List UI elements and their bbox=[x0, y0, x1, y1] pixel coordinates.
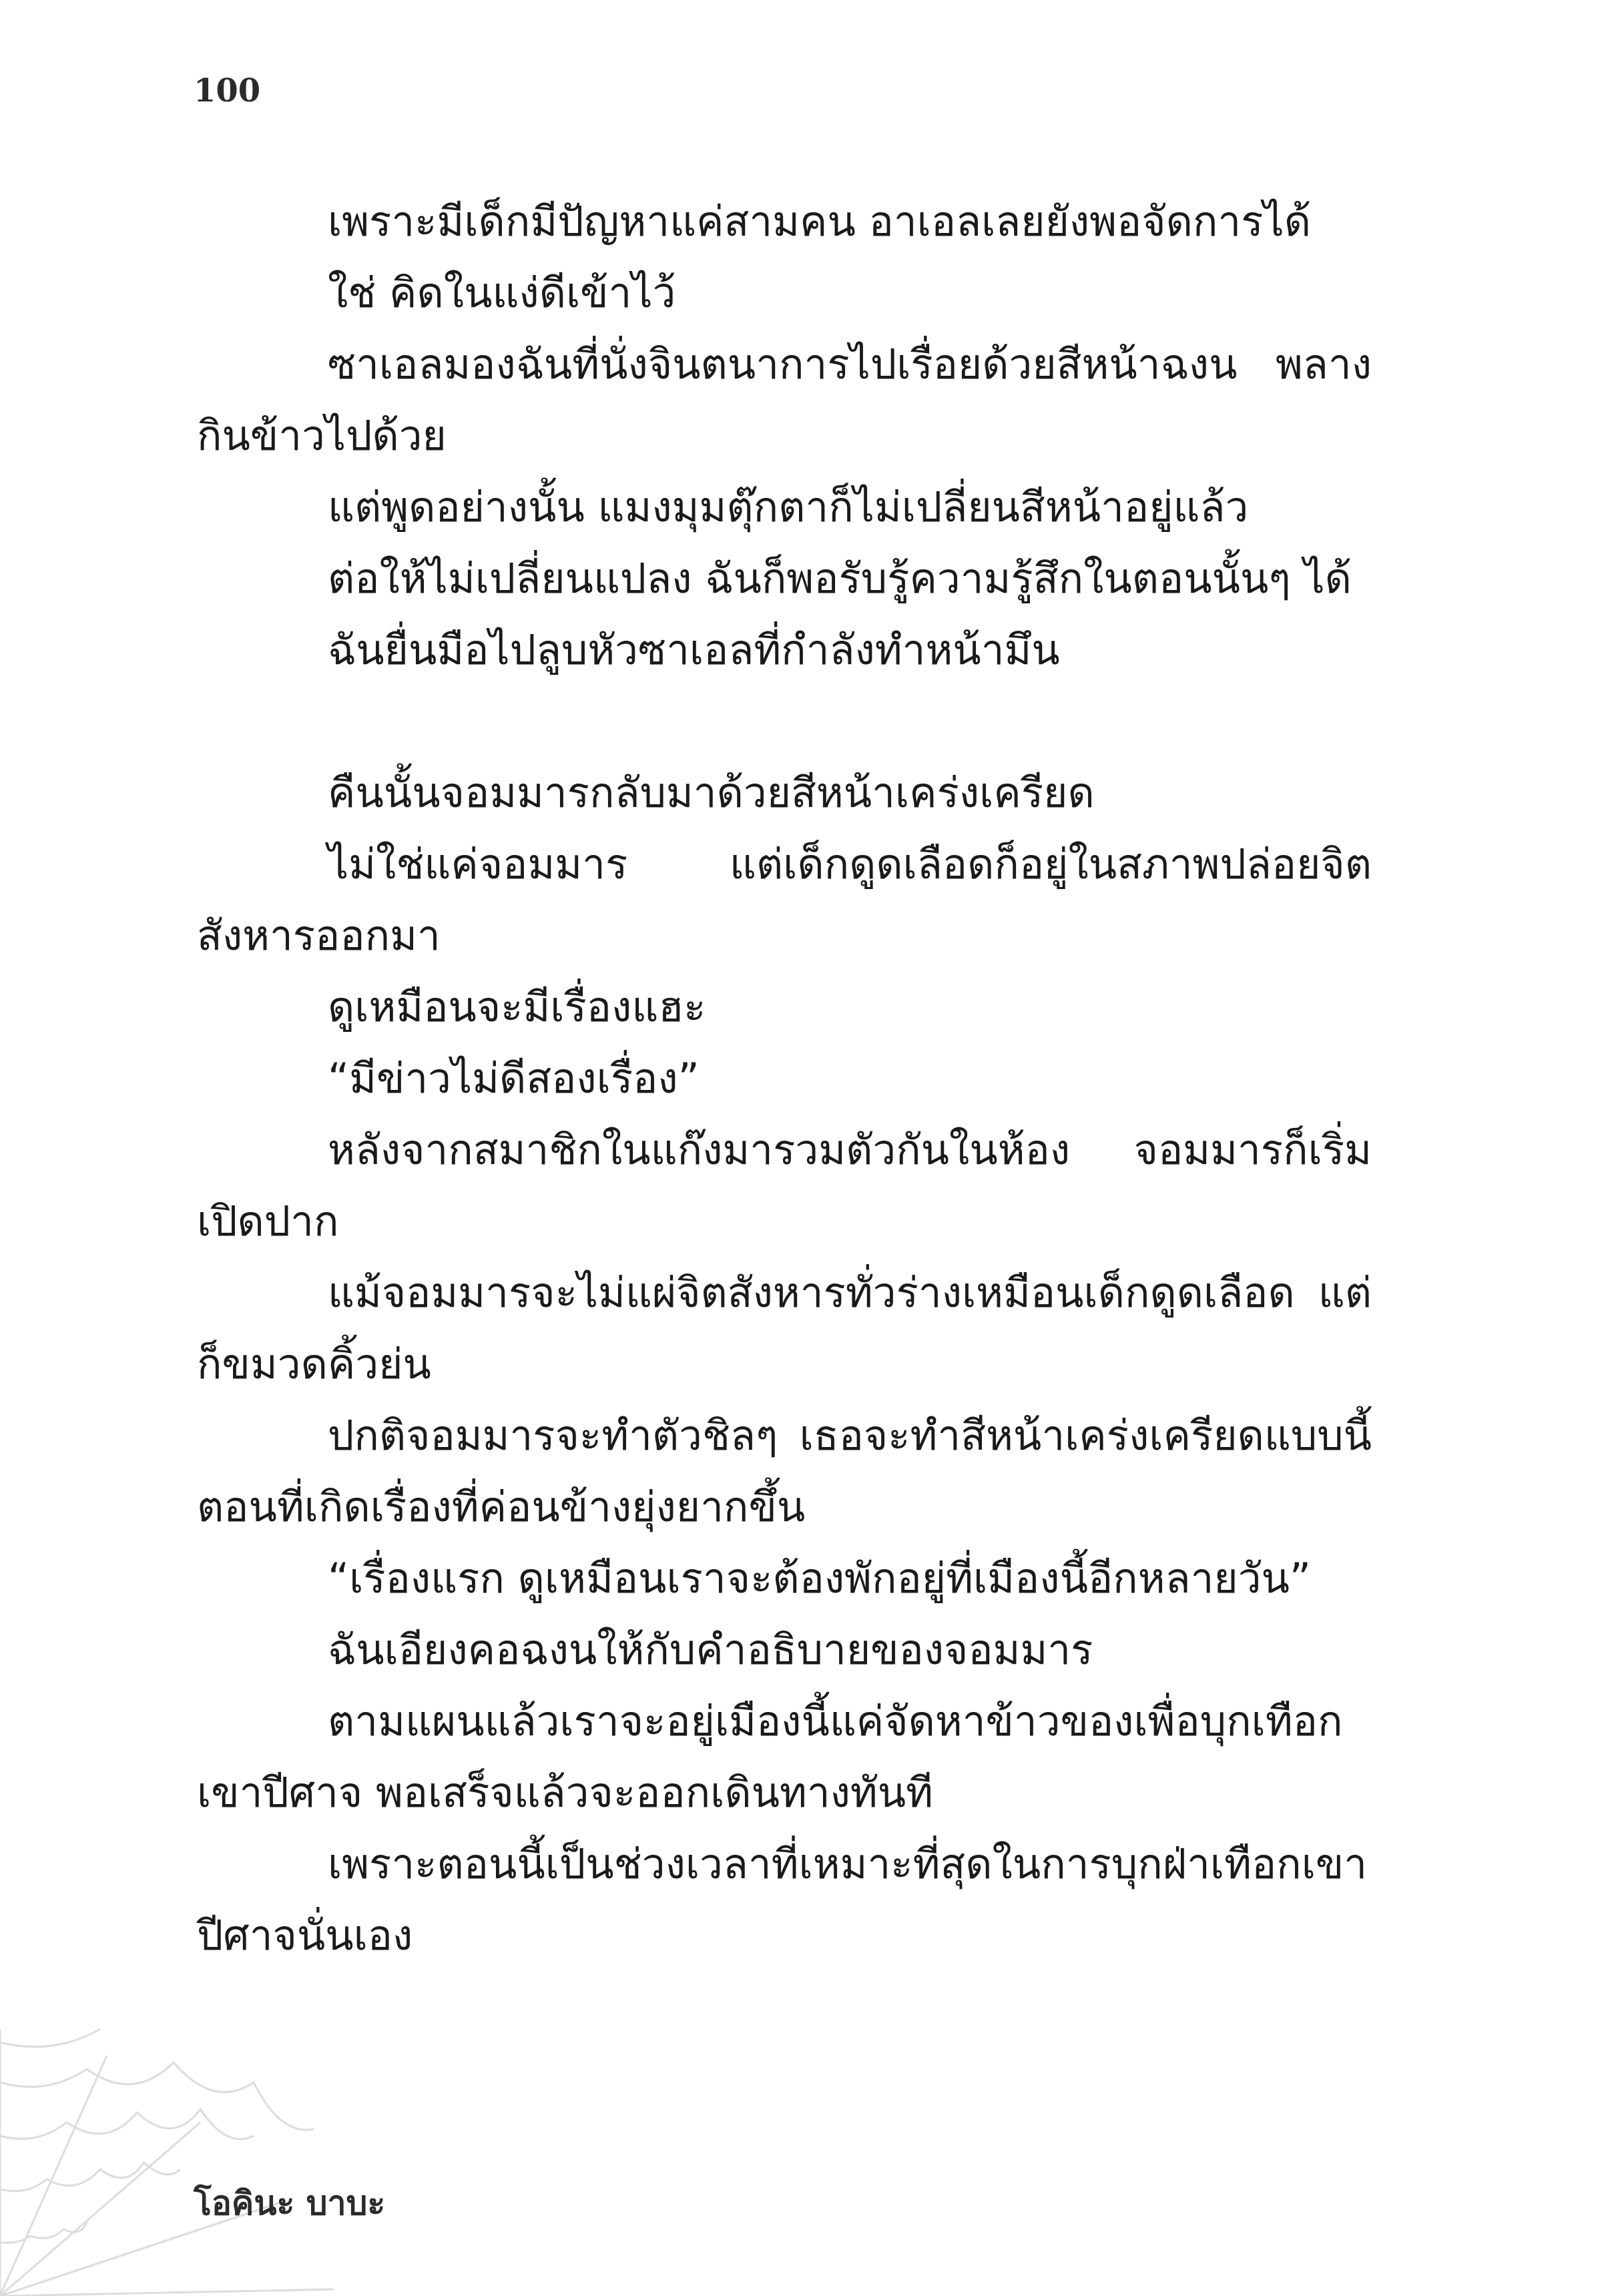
spider-web-icon bbox=[0, 2002, 347, 2296]
paragraph: ต่อให้ไม่เปลี่ยนแปลง ฉันก็พอรับรู้ความรู้สึกในตอนนั้นๆ ได้ bbox=[328, 554, 1352, 603]
paragraph: ดูเหมือนจะมีเรื่องแฮะ bbox=[328, 982, 706, 1031]
paragraph: ไม่ใช่แค่จอมมาร แต่เด็กดูดเลือดก็อยู่ในสภาพปล่อยจิตสังหารออกมา bbox=[197, 840, 1372, 960]
paragraph: เพราะมีเด็กมีปัญหาแค่สามคน อาเอลเลยยังพอจัดการได้ bbox=[328, 197, 1311, 246]
paragraph: ใช่ คิดในแง่ดีเข้าไว้ bbox=[328, 268, 676, 317]
paragraph: แต่พูดอย่างนั้น แมงมุมตุ๊กตาก็ไม่เปลี่ยนสีหน้าอยู่แล้ว bbox=[328, 483, 1249, 531]
paragraph: “เรื่องแรก ดูเหมือนเราจะต้องพักอยู่ที่เมืองนี้อีกหลายวัน” bbox=[328, 1554, 1312, 1603]
paragraph: ฉันยื่นมือไปลูบหัวซาเอลที่กำลังทำหน้ามึน bbox=[328, 625, 1060, 674]
paragraph: คืนนั้นจอมมารกลับมาด้วยสีหน้าเคร่งเครียด bbox=[328, 768, 1095, 817]
paragraph: ปกติจอมมารจะทำตัวชิลๆ เธอจะทำสีหน้าเคร่งเครียดแบบนี้ตอนที่เกิดเรื่องที่ค่อนข้างยุ่งยากขึ้น bbox=[197, 1411, 1372, 1531]
paragraph: ฉันเอียงคอฉงนให้กับคำอธิบายของจอมมาร bbox=[328, 1625, 1093, 1674]
page-number: 100 bbox=[194, 72, 261, 109]
paragraph: ซาเอลมองฉันที่นั่งจินตนาการไปเรื่อยด้วยสีหน้าฉงน พลางกินข้าวไปด้วย bbox=[197, 340, 1372, 460]
section-break bbox=[197, 685, 1372, 757]
author-name: โอคินะ บาบะ bbox=[194, 2184, 386, 2223]
body-text bbox=[197, 186, 1372, 1971]
paragraph: ตามแผนแล้วเราจะอยู่เมืองนี้แค่จัดหาข้าวของเพื่อบุกเทือกเขาปีศาจ พอเสร็จแล้วจะออกเดินทางทันที bbox=[197, 1697, 1343, 1817]
paragraph: “มีข่าวไม่ดีสองเรื่อง” bbox=[328, 1054, 700, 1103]
paragraph: แม้จอมมารจะไม่แผ่จิตสังหารทั่วร่างเหมือนเด็กดูดเลือด แต่ก็ขมวดคิ้วย่น bbox=[197, 1268, 1372, 1388]
paragraph: หลังจากสมาชิกในแก๊งมารวมตัวกันในห้อง จอมมารก็เริ่มเปิดปาก bbox=[197, 1125, 1372, 1245]
paragraph: เพราะตอนนี้เป็นช่วงเวลาที่เหมาะที่สุดในการบุกฝ่าเทือกเขาปีศาจนั่นเอง bbox=[197, 1839, 1368, 1960]
